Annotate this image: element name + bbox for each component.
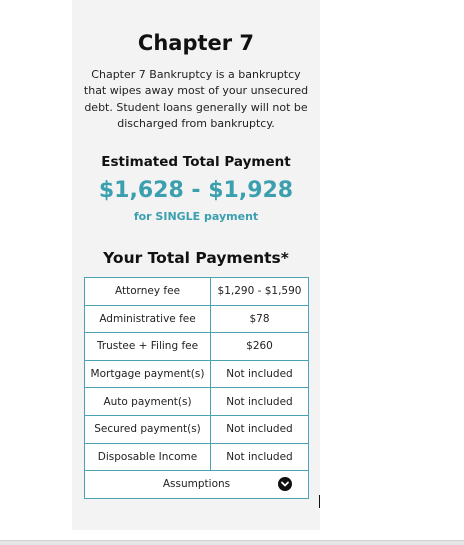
- row-label: Secured payment(s): [85, 415, 211, 443]
- assumptions-toggle[interactable]: [85, 471, 309, 499]
- row-label: Trustee + Filing fee: [85, 333, 211, 361]
- row-label: Mortgage payment(s): [85, 360, 211, 388]
- row-value: $260: [211, 333, 309, 361]
- text-cursor: [319, 495, 320, 508]
- row-value: $1,290 - $1,590: [211, 278, 309, 306]
- assumptions-cell[interactable]: [85, 471, 309, 499]
- assumptions-label: Assumptions: [162, 478, 231, 491]
- row-label: Auto payment(s): [85, 388, 211, 416]
- payments-table: [84, 277, 309, 499]
- bottom-divider: [0, 540, 464, 545]
- table-row: [85, 443, 309, 471]
- table-row: [85, 388, 309, 416]
- row-value: Not included: [211, 415, 309, 443]
- table-row: [85, 278, 309, 306]
- table-row: [85, 333, 309, 361]
- row-value: Not included: [211, 360, 309, 388]
- row-label: Administrative fee: [85, 305, 211, 333]
- row-value: $78: [211, 305, 309, 333]
- estimated-total-subtext: for SINGLE payment: [133, 210, 259, 223]
- table-row: [85, 360, 309, 388]
- row-value: Not included: [211, 443, 309, 471]
- chapter-description: Chapter 7 Bankruptcy is a bankruptcy that wipes away most of your unsecured debt. Student loans generally will not be discharged from bankruptcy.: [83, 68, 309, 130]
- estimated-total-label: Estimated Total Payment: [101, 154, 291, 170]
- total-payments-title: Your Total Payments*: [103, 249, 289, 267]
- row-value: Not included: [211, 388, 309, 416]
- table-row: [85, 415, 309, 443]
- chevron-down-circle-icon[interactable]: [278, 477, 292, 491]
- table-row: [85, 305, 309, 333]
- row-label: Attorney fee: [85, 278, 211, 306]
- estimated-total-amount: $1,628 - $1,928: [98, 178, 294, 203]
- page-title: Chapter 7: [137, 31, 255, 55]
- row-label: Disposable Income: [85, 443, 211, 471]
